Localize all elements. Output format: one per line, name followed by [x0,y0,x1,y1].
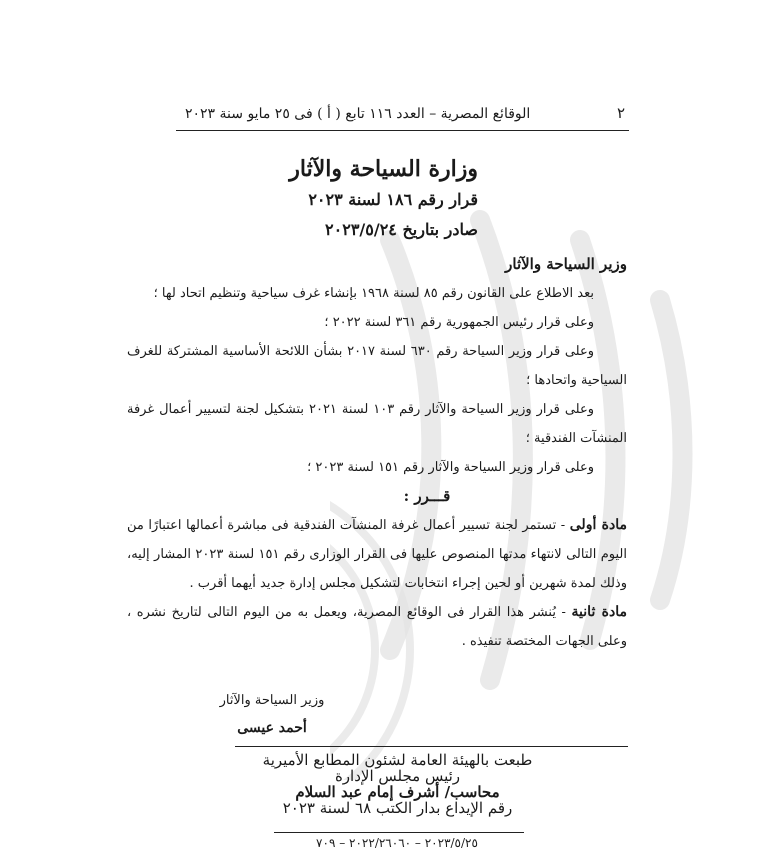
preamble-item: بعد الاطلاع على القانون رقم ٨٥ لسنة ١٩٦٨ بإنشاء غرف سياحية وتنظيم اتحاد لها ؛ [153,286,594,301]
article-2-text: - يُنشر هذا القرار فى الوقائع المصرية، ويعمل به من اليوم التالى لتاريخ نشره ، وعلى الجهات المختصة تنفيذه . [127,605,627,649]
printed-by: طبعت بالهيئة العامة لشئون المطابع الأميرية [262,751,533,769]
preamble-item: وعلى قرار وزير السياحة رقم ٦٣٠ لسنة ٢٠١٧ بشأن اللائحة الأساسية المشتركة للغرف السياحية واتحادها ؛ [127,344,627,388]
signature-block [212,690,332,736]
ministry-title: وزارة السياحة والآثار [289,156,478,182]
decree-date: صادر بتاريخ ٢٠٢٣/٥/٢٤ [325,220,478,239]
header-divider [176,130,629,131]
footer-divider [235,746,628,747]
decree-number: قرار رقم ١٨٦ لسنة ٢٠٢٣ [308,190,478,209]
article-2 [127,598,627,656]
article-1-title: مادة أولى [569,517,627,533]
running-header [185,104,625,122]
page-number: ٢ [616,104,625,122]
article-2-title: مادة ثانية [571,604,628,620]
preamble-item: وعلى قرار وزير السياحة والآثار رقم ١٥١ لسنة ٢٠٢٣ ؛ [307,460,594,475]
signatory-name: أحمد عيسى [237,720,307,736]
signatory-title: وزير السياحة والآثار [219,693,325,708]
board-chair: رئيس مجلس الإدارة [334,767,461,785]
issue-line: الوقائع المصرية – العدد ١١٦ تابع ( أ ) فى ٢٥ مايو سنة ٢٠٢٣ [185,106,531,122]
decree-body [127,250,627,656]
preamble-item: وعلى قرار وزير السياحة والآثار رقم ١٠٣ لسنة ٢٠٢١ بتشكيل لجنة لتسيير أعمال غرفة المنشآت الفندقية ؛ [127,402,627,446]
article-1-text: - تستمر لجنة تسيير أعمال غرفة المنشآت الفندقية فى مباشرة أعمالها اعتبارًا من اليوم التالى لانتهاء مدتها المنصوص عليها فى القرار الوزارى رقم ١٥١ لسنة ٢٠٢٣ المشار إليه، وذلك لمدة شهرين أو لحين إجراء انتخابات لتشكيل مجلس إدارة جديد أيهما أقرب . [127,518,627,591]
preamble-item: وعلى قرار رئيس الجمهورية رقم ٣٦١ لسنة ٢٠٢٢ ؛ [324,315,594,330]
deposit-number: رقم الإيداع بدار الكتب ٦٨ لسنة ٢٠٢٣ [282,799,513,817]
printer-info [236,752,559,816]
accountant-name: محاسب/ أشرف إمام عبد السلام [295,783,500,801]
print-code: ٢٠٢٣/٥/٢٥ – ٢٠٢٢/٢٦٠٦٠ – ٧٠٩ [316,836,478,850]
issuer-heading: وزير السياحة والآثار [505,255,627,273]
footer-divider-small [274,832,524,833]
decides-heading: قـــرر : [403,487,451,505]
article-1 [127,511,627,598]
